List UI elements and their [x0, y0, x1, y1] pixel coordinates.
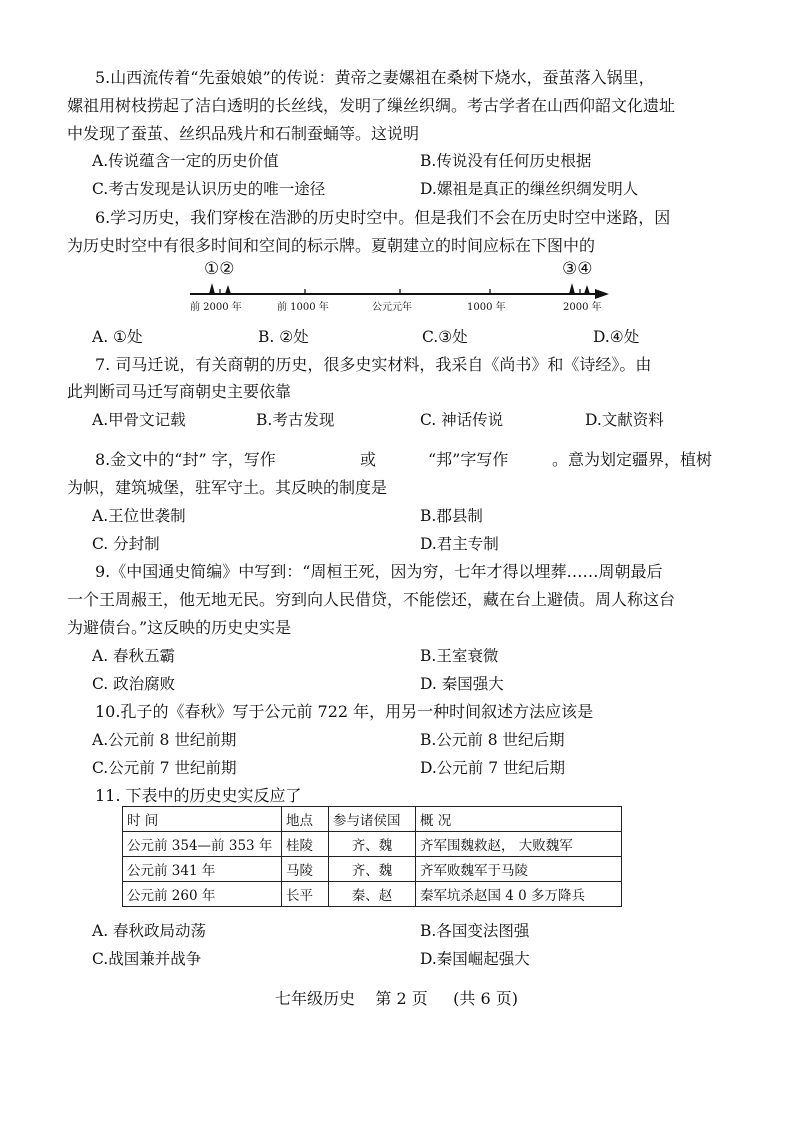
table-cell: 长平: [282, 882, 329, 907]
table-cell: 公元前 354—前 353 年: [123, 832, 282, 857]
timeline-tick-label: 1000 年: [467, 302, 506, 313]
q5-stem-line-1: 5.山西流传着“先蚕娘娘”的传说：黄帝之妻嫘祖在桑树下烧水，蚕茧落入锅里，: [95, 68, 655, 87]
q8-stem-part-1: 8.金文中的“封” 字，写作: [95, 450, 276, 469]
table-header: 概 况: [416, 807, 622, 832]
q9-stem-line-1: 9.《中国通史简编》中写到：“周桓王死，因为穷，七年才得以埋葬……周朝最后: [95, 562, 663, 581]
table-cell: 齐军围魏救赵， 大败魏军: [416, 832, 622, 857]
q6-stem-line-1: 6.学习历史，我们穿梭在浩渺的历史时空中。但是我们不会在历史时空中迷路，因: [95, 208, 671, 227]
q6-option-a[interactable]: A. ①处: [92, 328, 143, 346]
q8-option-a[interactable]: A.王位世袭制: [92, 507, 186, 525]
q10-stem: 10.孔子的《春秋》写于公元前 722 年，用另一种时间叙述方法应该是: [95, 702, 594, 721]
timeline-markers-3-4: ③④: [562, 259, 593, 279]
timeline-tick-label: 前 1000 年: [277, 302, 329, 313]
q11-stem: 11. 下表中的历史史实反应了: [95, 786, 302, 805]
timeline-axis: [185, 278, 610, 300]
q9-option-b[interactable]: B.王室衰微: [420, 647, 499, 665]
q11-option-c[interactable]: C.战国兼并战争: [92, 950, 202, 968]
q6-option-d[interactable]: D.④处: [593, 328, 640, 346]
q7-option-d[interactable]: D.文献资料: [585, 411, 664, 429]
q9-option-a[interactable]: A. 春秋五霸: [92, 647, 176, 665]
q9-stem-line-3: 为避债台。”这反映的历史史实是: [67, 618, 292, 637]
q10-option-a[interactable]: A.公元前 8 世纪前期: [92, 731, 237, 749]
q8-stem-line-2: 为帜，建筑城堡，驻军守土。其反映的制度是: [67, 478, 388, 497]
table-cell: 秦军坑杀赵国 4 0 多万降兵: [416, 882, 622, 907]
q8-option-d[interactable]: D.君主专制: [420, 535, 499, 553]
table-row: [123, 857, 622, 882]
q5-option-c[interactable]: C.考古发现是认识历史的唯一途径: [92, 180, 326, 198]
q8-stem-part-3: “邦”字写作: [428, 450, 509, 469]
q6-stem-line-2: 为历史时空中有很多时间和空间的标示牌。夏朝建立的时间应标在下图中的: [67, 236, 596, 255]
q6-option-c[interactable]: C.③处: [422, 328, 468, 346]
q9-option-c[interactable]: C. 政治腐败: [92, 675, 176, 693]
table-header: 参与诸侯国: [329, 807, 416, 832]
q11-option-b[interactable]: B.各国变法图强: [420, 922, 530, 940]
table-header: 时 间: [123, 807, 282, 832]
timeline-tick-label: 公元元年: [372, 302, 412, 313]
q8-stem-part-2: 或: [360, 450, 377, 469]
q5-option-d[interactable]: D.嫘祖是真正的缫丝织绸发明人: [420, 180, 639, 198]
timeline-tick-label: 前 2000 年: [190, 302, 242, 313]
q7-option-c[interactable]: C. 神话传说: [420, 411, 504, 429]
q7-option-b[interactable]: B.考古发现: [256, 411, 335, 429]
q10-option-c[interactable]: C.公元前 7 世纪前期: [92, 759, 237, 777]
q7-stem-line-1: 7. 司马迁说，有关商朝的历史，很多史实材料，我采自《尚书》和《诗经》。由: [95, 355, 652, 374]
q5-option-b[interactable]: B.传说没有任何历史根据: [420, 152, 592, 170]
table-header: 地点: [282, 807, 329, 832]
table-cell: 马陵: [282, 857, 329, 882]
table-row: [123, 882, 622, 907]
table-cell: 公元前 341 年: [123, 857, 282, 882]
table-header-row: [123, 807, 622, 832]
q5-stem-line-2: 嫘祖用树枝捞起了洁白透明的长丝线，发明了缫丝织绸。考古学者在山西仰韶文化遗址: [67, 96, 676, 115]
table-cell: 桂陵: [282, 832, 329, 857]
q6-option-b[interactable]: B. ②处: [258, 328, 309, 346]
q7-stem-line-2: 此判断司马迁写商朝史主要依靠: [67, 382, 292, 401]
q9-stem-line-2: 一个王周赧王，他无地无民。穷到向人民借贷，不能偿还，藏在台上避债。周人称这台: [67, 590, 676, 609]
table-cell: 齐军败魏军于马陵: [416, 857, 622, 882]
table-cell: 齐、魏: [329, 832, 416, 857]
table-cell: 齐、魏: [329, 857, 416, 882]
table-cell: 秦、赵: [329, 882, 416, 907]
q11-option-d[interactable]: D.秦国崛起强大: [420, 950, 530, 968]
page-footer: 七年级历史 第 2 页 (共 6 页): [275, 989, 518, 1008]
q8-option-c[interactable]: C. 分封制: [92, 535, 160, 553]
table-cell: 公元前 260 年: [123, 882, 282, 907]
q11-table: [122, 806, 622, 907]
q11-option-a[interactable]: A. 春秋政局动荡: [92, 922, 207, 940]
table-row: [123, 832, 622, 857]
q9-option-d[interactable]: D. 秦国强大: [420, 675, 504, 693]
q5-stem-line-3: 中发现了蚕茧、丝织品残片和石制蚕蛹等。这说明: [67, 124, 420, 143]
q10-option-b[interactable]: B.公元前 8 世纪后期: [420, 731, 565, 749]
q8-option-b[interactable]: B.郡县制: [420, 507, 483, 525]
timeline-tick-label: 2000 年: [563, 302, 602, 313]
q10-option-d[interactable]: D.公元前 7 世纪后期: [420, 759, 566, 777]
timeline-markers-1-2: ①②: [204, 259, 235, 279]
q8-stem-part-4: 。意为划定疆界，植树: [552, 450, 713, 469]
q5-option-a[interactable]: A.传说蕴含一定的历史价值: [92, 152, 279, 170]
q7-option-a[interactable]: A.甲骨文记载: [92, 411, 186, 429]
